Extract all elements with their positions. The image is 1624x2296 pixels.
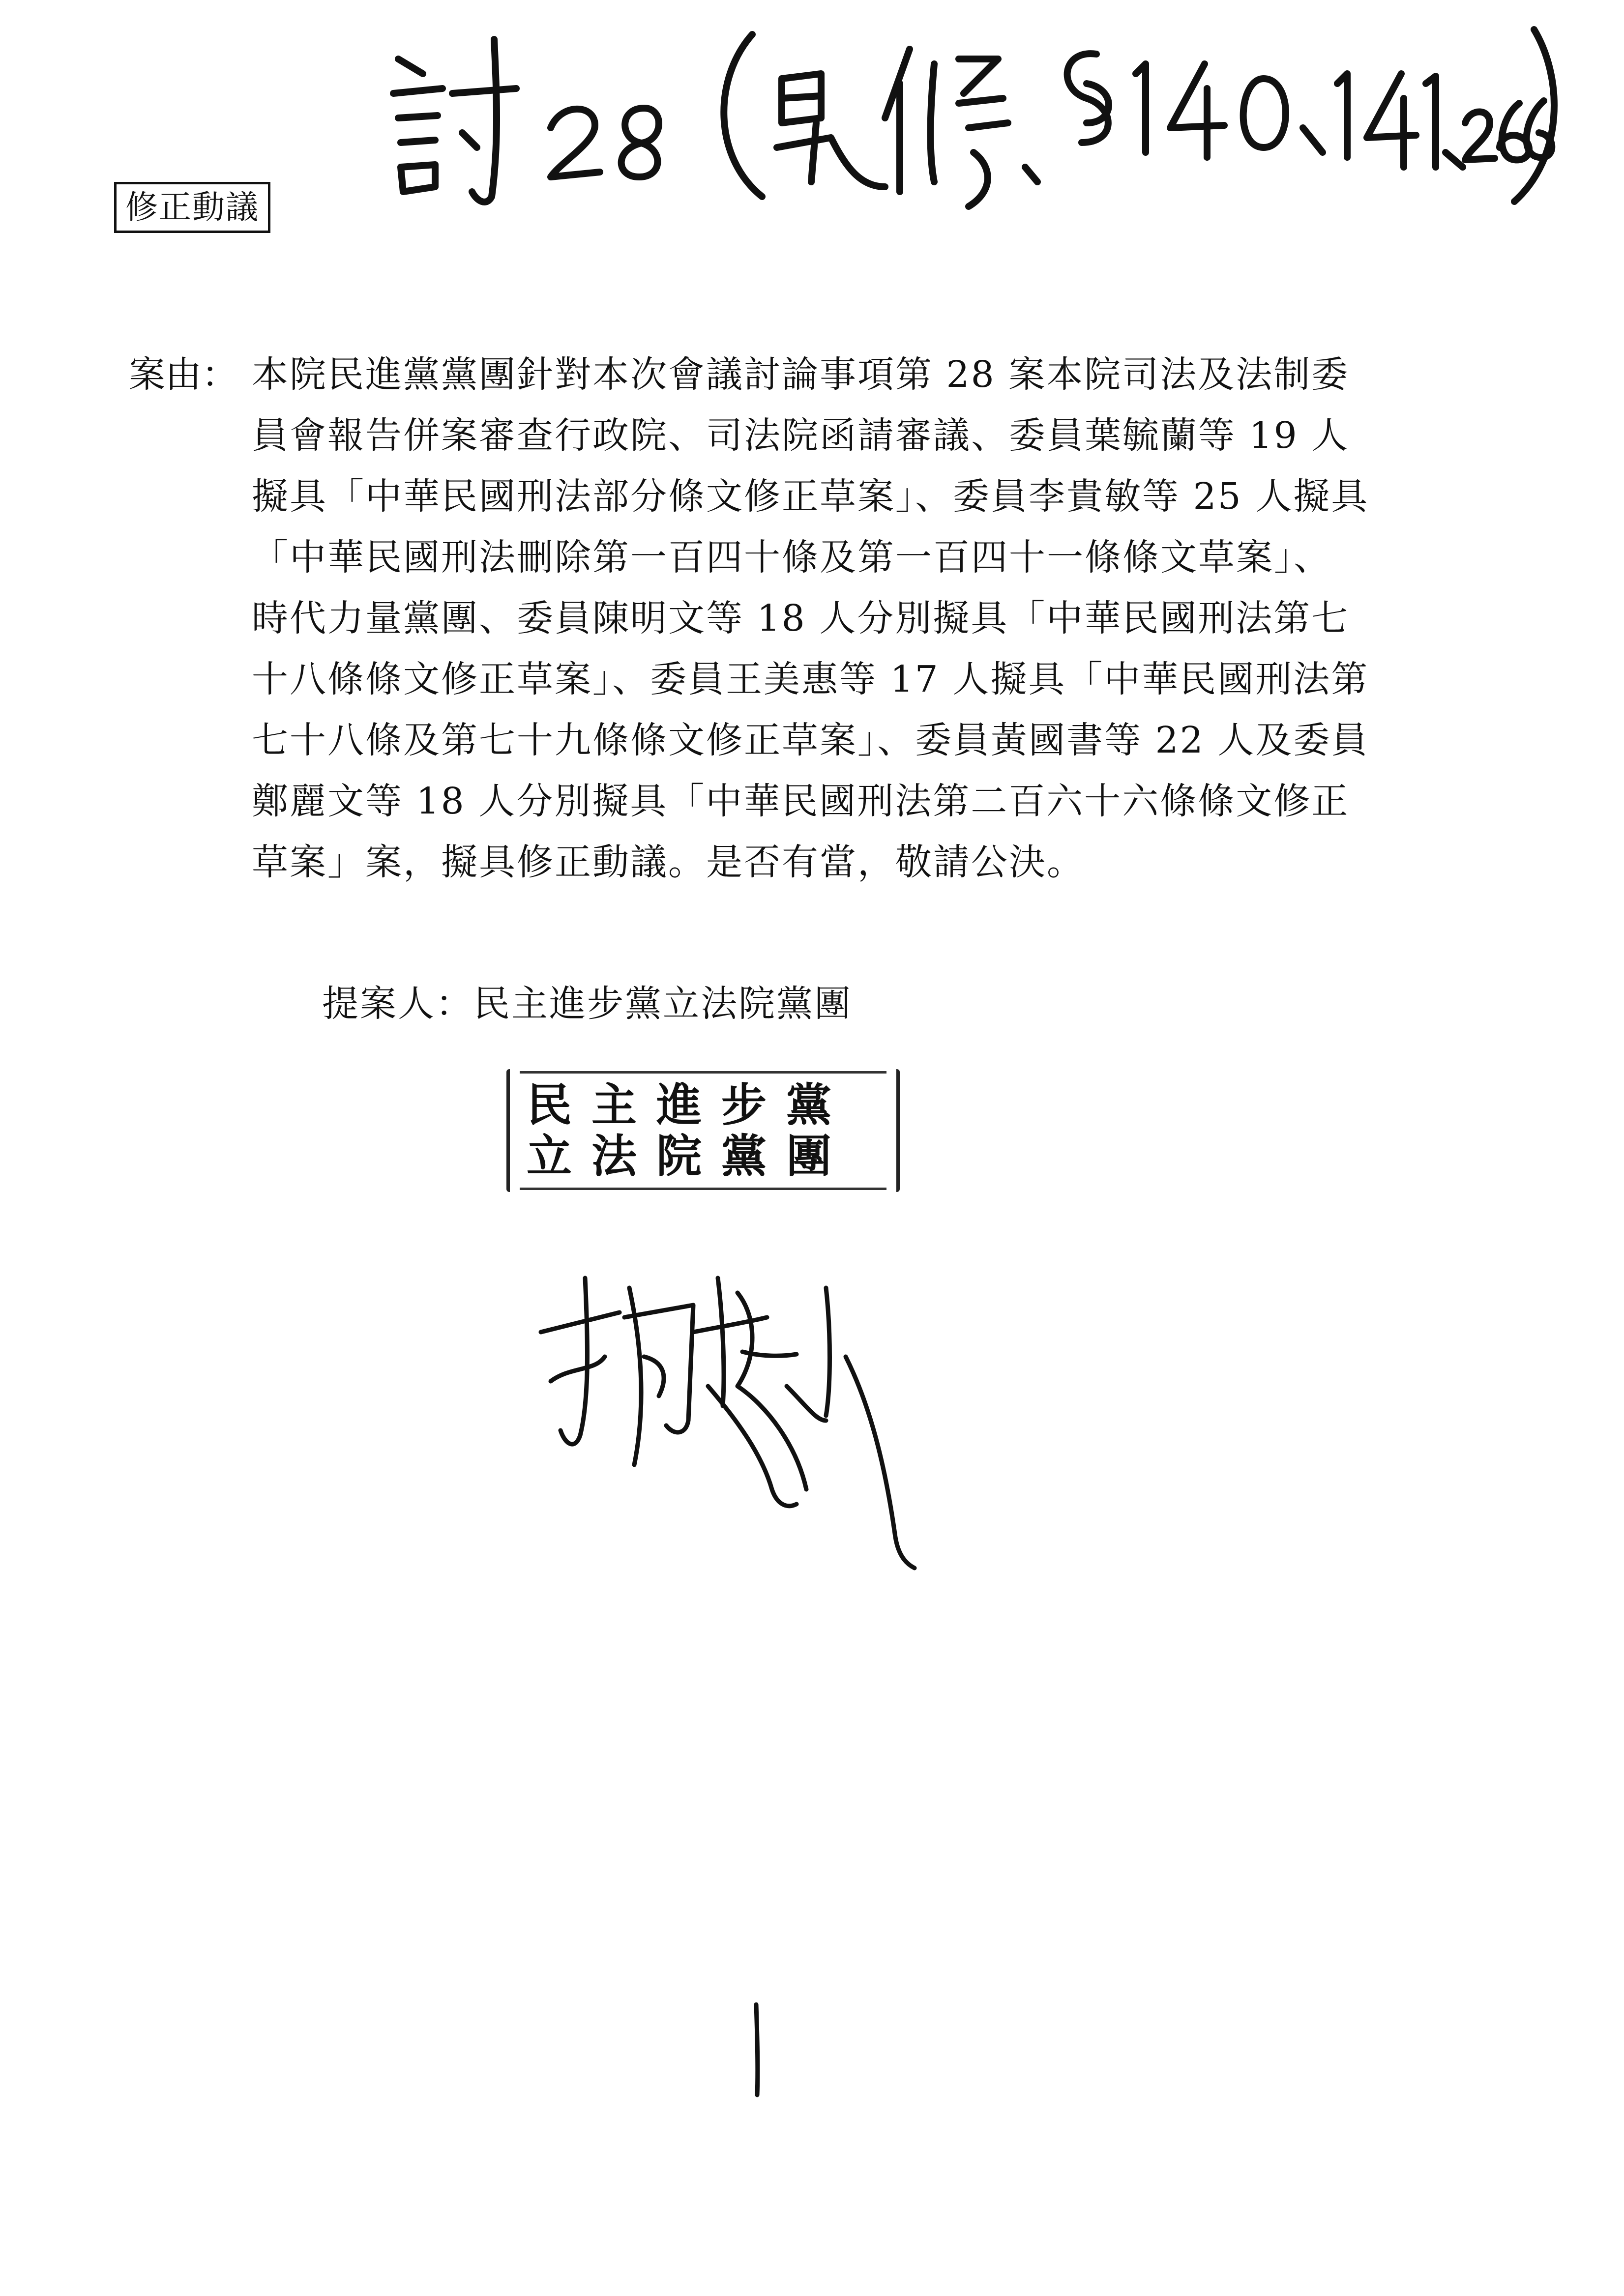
handwritten-header-drawing — [388, 20, 1559, 216]
handwritten-signature — [531, 1258, 964, 1573]
proposer-line: 提案人：民主進步黨立法院黨團 — [322, 983, 852, 1025]
case-line: 本院民進黨黨團針對本次會議討論事項第 28 案本院司法及法制委 — [252, 353, 1350, 396]
signature-drawing — [531, 1258, 964, 1573]
seal-line-2: 立法院黨團 — [527, 1130, 852, 1183]
case-line: 十八條條文修正草案」、委員王美惠等 17 人擬具「中華民國刑法第 — [252, 658, 1369, 700]
party-seal-stamp — [506, 1069, 900, 1192]
motion-label-box: 修正動議 — [114, 182, 270, 233]
case-text — [252, 344, 1476, 893]
page-number-drawing — [742, 2001, 772, 2099]
seal-line-1: 民主進步黨 — [527, 1079, 852, 1132]
case-line: 七十八條及第七十九條條文修正草案」、委員黃國書等 22 人及委員 — [252, 719, 1369, 761]
page-number — [742, 2001, 772, 2099]
case-line: 時代力量黨團、委員陳明文等 18 人分別擬具「中華民國刑法第七 — [252, 597, 1350, 639]
handwritten-header-note — [388, 20, 1559, 216]
case-label: 案由： — [129, 353, 238, 396]
case-line: 員會報告併案審查行政院、司法院函請審議、委員葉毓蘭等 19 人 — [252, 414, 1350, 457]
case-line: 「中華民國刑法刪除第一百四十條及第一百四十一條條文草案」、 — [252, 536, 1331, 579]
case-line: 擬具「中華民國刑法部分條文修正草案」、委員李貴敏等 25 人擬具 — [252, 475, 1369, 518]
case-line: 草案」案，擬具修正動議。是否有當，敬請公決。 — [252, 841, 1085, 883]
case-line: 鄭麗文等 18 人分別擬具「中華民國刑法第二百六十六條條文修正 — [252, 780, 1350, 822]
